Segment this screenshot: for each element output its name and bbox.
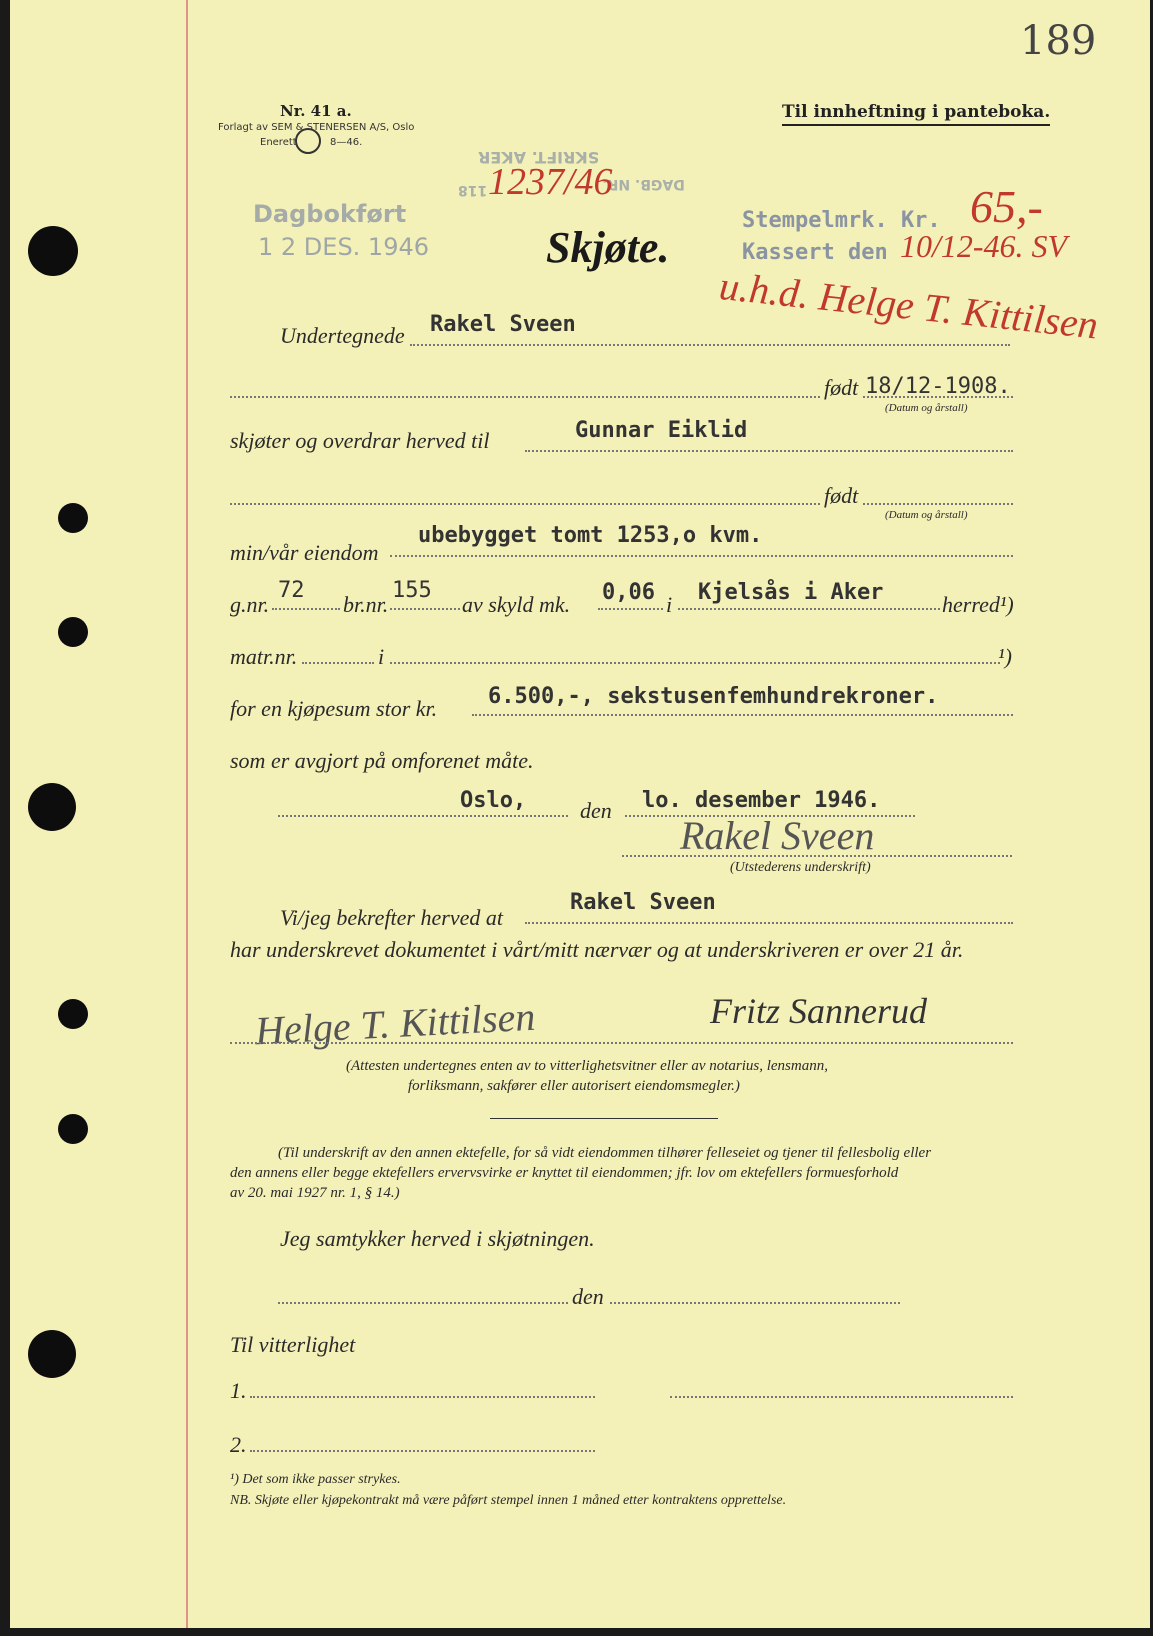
eiendom-label: min/vår eiendom xyxy=(230,540,379,565)
dotted-line xyxy=(230,503,820,505)
bekrefter-label: Vi/jeg bekrefter herved at xyxy=(280,905,503,930)
attest-note-2: forliksmann, sakfører eller autorisert eiendomsmegler.) xyxy=(408,1078,740,1094)
herred-value: Kjelsås i Aker xyxy=(698,580,884,605)
date-value: lo. desember 1946. xyxy=(642,788,881,813)
gnr-value: 72 xyxy=(278,578,305,603)
kjopesum-value: 6.500,-, sekstusenfemhundrekroner. xyxy=(488,684,939,709)
dotted-line xyxy=(278,1302,568,1304)
bekrefter-value: Rakel Sveen xyxy=(570,890,716,915)
den2-label: den xyxy=(572,1284,604,1309)
dotted-line xyxy=(863,396,1013,398)
binder-hole xyxy=(28,226,78,276)
spouse-note-3: av 20. mai 1927 nr. 1, § 14.) xyxy=(230,1185,400,1201)
dagbok-stamp-date: 1 2 DES. 1946 xyxy=(258,233,430,261)
samtykker-text: Jeg samtykker herved i skjøtningen. xyxy=(280,1226,595,1251)
spouse-note-2: den annens eller begge ektefellers ervervsvirke er knyttet til eiendommen; jfr. lov om ektefellers formuesforhold xyxy=(230,1165,899,1181)
stempel-label: Stempelmrk. Kr. xyxy=(742,208,941,233)
dotted-line xyxy=(272,608,340,610)
form-number: Nr. 41 a. xyxy=(280,102,352,120)
datum-hint-2: (Datum og årstall) xyxy=(885,509,968,521)
document-title: Skjøte. xyxy=(546,223,670,272)
matr-note: ¹) xyxy=(998,644,1012,669)
eiendom-value: ubebygget tomt 1253,o kvm. xyxy=(418,523,763,548)
skyld-value: 0,06 xyxy=(602,580,655,605)
fodt-label: født xyxy=(824,375,859,400)
skjoter-value: Gunnar Eiklid xyxy=(575,418,748,443)
document-page xyxy=(10,0,1150,1628)
matr-label: matr.nr. xyxy=(230,644,298,669)
dotted-line xyxy=(250,1450,595,1452)
vitterlighet-label: Til vitterlighet xyxy=(230,1332,356,1357)
binder-hole xyxy=(28,783,76,831)
dagb-prefix: 118 xyxy=(458,182,488,198)
publisher-logo-icon xyxy=(295,128,321,154)
dotted-line xyxy=(390,662,1000,664)
skyld-label: av skyld mk. xyxy=(462,592,571,617)
utsteder-hint: (Utstederens underskrift) xyxy=(730,860,871,875)
undertegnede-label: Undertegnede xyxy=(280,323,405,348)
dotted-line xyxy=(598,608,663,610)
avgjort-text: som er avgjort på omforenet måte. xyxy=(230,748,534,773)
datum-hint: (Datum og årstall) xyxy=(885,402,968,414)
publisher-line: Forlagt av SEM & STENERSEN A/S, Oslo xyxy=(218,122,415,133)
witness2-signature: Fritz Sannerud xyxy=(710,991,928,1031)
footnote-nb: NB. Skjøte eller kjøpekontrakt må være påført stempel innen 1 måned etter kontraktens opprettelse. xyxy=(230,1493,787,1508)
dotted-line xyxy=(863,503,1013,505)
dotted-line xyxy=(278,815,568,817)
witness-line-2-label: 2. xyxy=(230,1432,247,1457)
footnote-1: ¹) Det som ikke passer strykes. xyxy=(230,1472,401,1487)
kassert-date: 10/12-46. SV xyxy=(900,228,1068,264)
binder-hole xyxy=(58,999,88,1029)
publisher-enerett: Enerett xyxy=(260,137,297,148)
undertegnede-value: Rakel Sveen xyxy=(430,312,576,337)
bnr-label: br.nr. xyxy=(343,592,389,617)
i-label: i xyxy=(666,592,673,617)
dagb-nr-label: DAGB. NR. xyxy=(602,176,685,192)
separator-line xyxy=(490,1118,718,1119)
skjoter-label: skjøter og overdrar herved til xyxy=(230,428,490,453)
attest-note-1: (Attesten undertegnes enten av to vitterlighetsvitner eller av notarius, lensmann, xyxy=(346,1058,828,1074)
aker-stamp: SKRIFT. AKER xyxy=(478,148,600,167)
dagb-number-handwritten: 1237/46 xyxy=(488,161,613,203)
dotted-line xyxy=(525,922,1013,924)
dotted-line xyxy=(230,396,820,398)
gnr-label: g.nr. xyxy=(230,592,270,617)
publisher-date: 8—46. xyxy=(330,137,363,148)
fodt2-label: født xyxy=(824,483,859,508)
binding-note: Til innheftning i panteboka. xyxy=(782,102,1050,126)
bnr-value: 155 xyxy=(392,578,432,603)
place-value: Oslo, xyxy=(460,788,527,813)
dotted-line xyxy=(302,662,374,664)
dotted-line xyxy=(390,555,1013,557)
witness-line-1-label: 1. xyxy=(230,1378,247,1403)
kjopesum-label: for en kjøpesum stor kr. xyxy=(230,696,438,721)
bekrefter-continuation: har underskrevet dokumentet i vårt/mitt nærvær og at underskriveren er over 21 år. xyxy=(230,937,964,962)
dotted-line xyxy=(230,1042,1013,1044)
dotted-line xyxy=(525,450,1013,452)
dotted-line xyxy=(472,714,1013,716)
herred-label: herred¹) xyxy=(942,592,1014,617)
kassert-signature: u.h.d. Helge T. Kittilsen xyxy=(717,262,1101,348)
dotted-line xyxy=(670,1396,1013,1398)
page-number: 189 xyxy=(1020,18,1097,64)
dagbok-stamp-label: Dagbokført xyxy=(253,200,407,228)
dotted-line xyxy=(390,608,460,610)
dotted-line xyxy=(610,1302,900,1304)
binder-hole xyxy=(58,617,88,647)
binder-hole xyxy=(28,1330,76,1378)
seller-signature: Rakel Sveen xyxy=(680,813,875,858)
dotted-line xyxy=(250,1396,595,1398)
stempel-amount: 65,- xyxy=(970,181,1043,232)
den-label: den xyxy=(580,798,612,823)
witness1-signature: Helge T. Kittilsen xyxy=(254,993,537,1054)
dotted-line xyxy=(410,344,1010,346)
binder-hole xyxy=(58,503,88,533)
kassert-label: Kassert den xyxy=(742,240,888,265)
binder-hole xyxy=(58,1114,88,1144)
matr-i-label: i xyxy=(378,644,385,669)
spouse-note-1: (Til underskrift av den annen ektefelle, for så vidt eiendommen tilhører felleseiet og tjener til fellesbolig eller xyxy=(278,1145,932,1161)
dotted-line xyxy=(678,608,940,610)
dotted-line xyxy=(622,855,1012,857)
margin-line xyxy=(186,0,188,1628)
fodt-value: 18/12-1908. xyxy=(865,374,1011,399)
